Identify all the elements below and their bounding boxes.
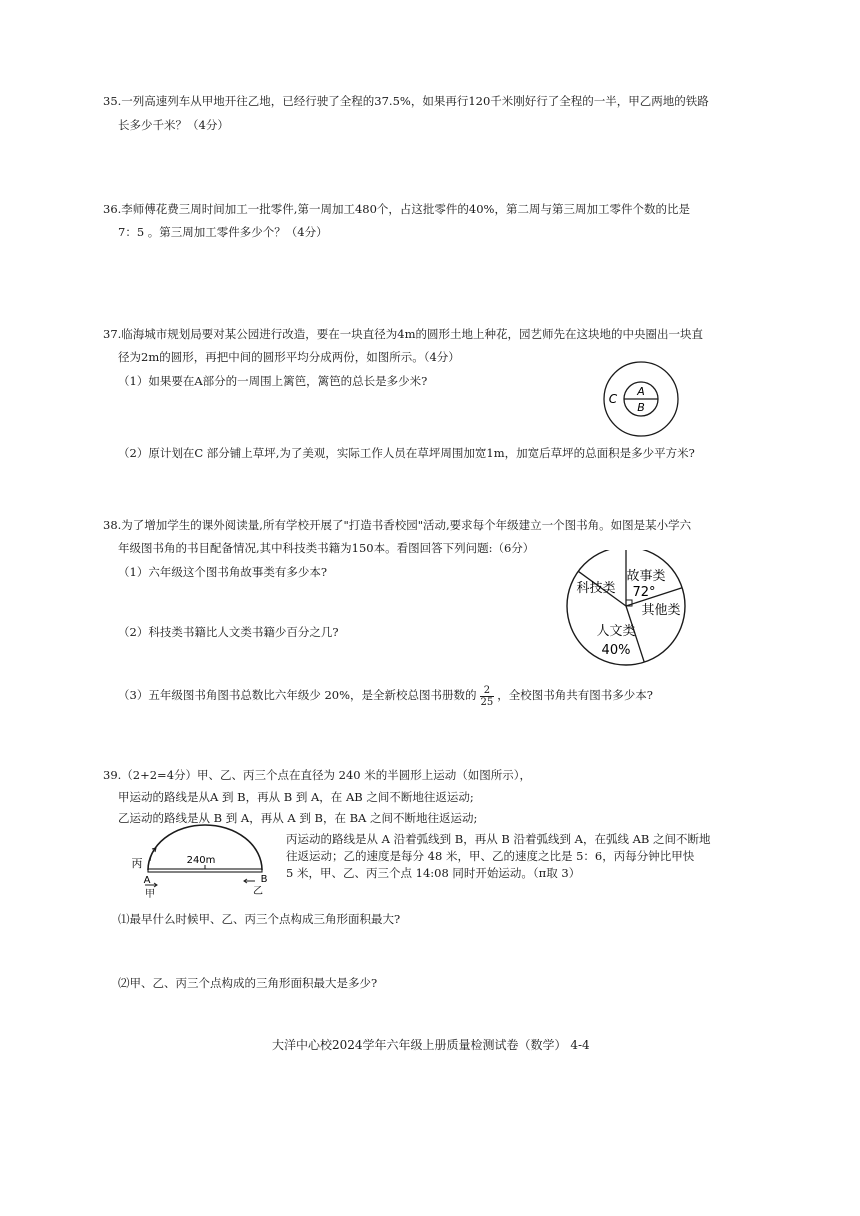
yi-arrow	[244, 879, 255, 883]
q39-line5: 往返运动；乙的速度是每分 48 米，甲、乙的速度之比是 5：6，丙每分钟比甲快	[286, 849, 695, 863]
q38-sub3-before: （3）五年级图书角图书总数比六年级少 20%，是全新校总图书册数的	[118, 688, 477, 702]
q37-line1: 37.临海城市规划局要对某公园进行改造，要在一块直径为4m的圆形土地上种花，园艺师先在这块地的中央圈出一块直	[103, 327, 704, 341]
slice-value-story: 72°	[632, 585, 656, 600]
q38-sub3	[118, 682, 653, 708]
q39-line4: 丙运动的路线是从 A 沿着弧线到 B，再从 B 沿着弧线到 A，在弧线 AB 之间不断地	[286, 832, 711, 846]
q37-line2: 径为2m的圆形，再把中间的圆形平均分成两份，如图所示。（4分）	[118, 350, 460, 364]
label-yi: 乙	[253, 886, 263, 897]
slice-label-other: 其他类	[641, 603, 681, 618]
slice-label-story: 故事类	[626, 569, 666, 584]
q39-sub2: ⑵甲、乙、丙三个点构成的三角形面积最大是多少?	[118, 976, 378, 990]
concentric-circle-figure	[600, 358, 682, 440]
label-a: A	[637, 385, 645, 398]
slice-label-science: 科技类	[576, 581, 616, 596]
q39-line3: 乙运动的路线是从 B 到 A，再从 A 到 B，在 BA 之间不断地往返运动;	[118, 811, 478, 825]
fraction-denominator: 25	[480, 696, 494, 708]
q37-sub1: （1）如果要在A部分的一周围上篱笆，篱笆的总长是多少米?	[118, 374, 428, 388]
q38-sub1: （1）六年级这个图书角故事类有多少本?	[118, 565, 327, 579]
slice-label-humanities: 人文类	[596, 624, 636, 639]
label-b: B	[637, 401, 645, 414]
q39-line2: 甲运动的路线是从A 到 B，再从 B 到 A，在 AB 之间不断地往返运动;	[118, 790, 474, 804]
q39-sub1: ⑴最早什么时候甲、乙、丙三个点构成三角形面积最大?	[118, 912, 401, 926]
point-a-label: A	[143, 875, 151, 886]
q39-line6: 5 米，甲、乙、丙三个点 14:08 同时开始运动。（π取 3）	[286, 866, 581, 880]
label-bing: 丙	[131, 857, 143, 870]
q36-line1: 36.李师傅花费三周时间加工一批零件,第一周加工480个，占这批零件的40%，第二周与第三周加工零件个数的比是	[103, 202, 690, 216]
q37-sub2: （2）原计划在C 部分铺上草坪,为了美观，实际工作人员在草坪周围加宽1m，加宽后草坪的总面积是多少平方米?	[118, 446, 695, 460]
q35-line2: 长多少千米？（4分）	[118, 118, 229, 132]
book-category-pie-chart	[560, 550, 700, 670]
q38-line2: 年级图书角的书目配备情况,其中科技类书籍为150本。看图回答下列问题:（6分）	[118, 541, 535, 555]
fraction-numerator: 2	[480, 685, 495, 697]
slice-value-humanities: 40%	[601, 643, 631, 658]
diameter-label: 240m	[186, 855, 216, 866]
label-c: C	[608, 392, 618, 406]
page-footer: 大洋中心校2024学年六年级上册质量检测试卷（数学） 4-4	[272, 1038, 590, 1052]
q38-sub3-after: ，全校图书角共有图书多少本?	[497, 688, 653, 702]
semicircle-track-figure	[125, 823, 275, 898]
fraction-2-25	[480, 685, 495, 708]
q38-line1: 38.为了增加学生的课外阅读量,所有学校开展了"打造书香校园"活动,要求每个年级建立一个图书角。如图是某小学六	[103, 518, 692, 532]
q36-line2: 7：5 。第三周加工零件多少个？（4分）	[118, 225, 328, 239]
q39-line1: 39.（2+2=4分）甲、乙、丙三个点在直径为 240 米的半圆形上运动（如图所示），	[103, 768, 532, 782]
label-jia: 甲	[145, 889, 155, 898]
q38-sub2: （2）科技类书籍比人文类书籍少百分之几?	[118, 625, 339, 639]
point-b-label: B	[260, 874, 268, 885]
diameter-track	[148, 869, 262, 872]
q35-line1: 35.一列高速列车从甲地开往乙地，已经行驶了全程的37.5%，如果再行120千米刚好行了全程的一半，甲乙两地的铁路	[103, 94, 709, 108]
